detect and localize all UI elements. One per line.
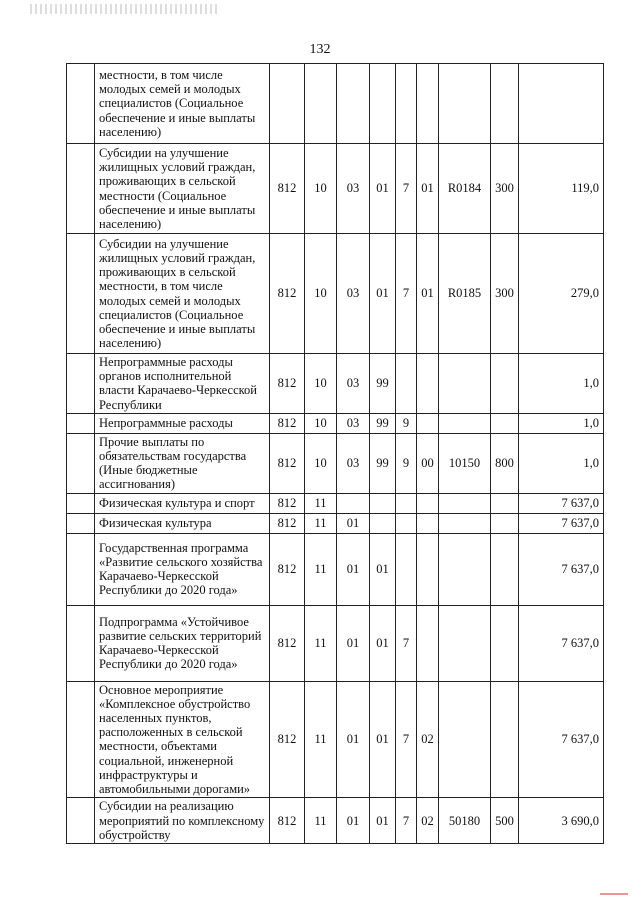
page-number: 132 <box>309 42 331 57</box>
event-code-cell: 01 <box>417 144 439 234</box>
expense-type-cell <box>491 681 519 798</box>
ministry-code-cell: 812 <box>270 798 305 844</box>
ministry-code-cell: 812 <box>270 354 305 414</box>
subprogram-code-cell: 7 <box>396 681 417 798</box>
expense-type-cell: 500 <box>491 798 519 844</box>
blank-cell <box>67 144 95 234</box>
direction-code-cell: R0185 <box>439 234 491 354</box>
sum-cell: 7 637,0 <box>519 493 604 513</box>
expense-type-cell: 300 <box>491 234 519 354</box>
subsection-code-cell: 01 <box>337 605 370 681</box>
budget-table <box>66 63 604 844</box>
direction-code-cell: R0184 <box>439 144 491 234</box>
program-code-cell: 99 <box>370 413 396 433</box>
event-code-cell: 00 <box>417 433 439 493</box>
expense-type-cell <box>491 533 519 605</box>
blank-cell <box>67 493 95 513</box>
subsection-code-cell: 03 <box>337 144 370 234</box>
ministry-code-cell: 812 <box>270 413 305 433</box>
program-code-cell: 99 <box>370 433 396 493</box>
subprogram-code-cell: 9 <box>396 433 417 493</box>
ministry-code-cell: 812 <box>270 605 305 681</box>
subprogram-code-cell: 7 <box>396 144 417 234</box>
subsection-code-cell: 01 <box>337 513 370 533</box>
subprogram-code-cell <box>396 533 417 605</box>
expense-type-cell <box>491 354 519 414</box>
direction-code-cell <box>439 533 491 605</box>
blank-cell <box>67 513 95 533</box>
section-code-cell: 10 <box>305 433 337 493</box>
section-code-cell: 11 <box>305 798 337 844</box>
program-code-cell <box>370 64 396 144</box>
program-code-cell <box>370 513 396 533</box>
scan-mark <box>600 893 628 895</box>
section-code-cell: 11 <box>305 533 337 605</box>
blank-cell <box>67 413 95 433</box>
subsection-code-cell: 01 <box>337 533 370 605</box>
expense-type-cell <box>491 493 519 513</box>
section-code-cell: 11 <box>305 513 337 533</box>
subsection-code-cell: 01 <box>337 681 370 798</box>
event-code-cell <box>417 64 439 144</box>
table-row <box>67 605 604 681</box>
event-code-cell <box>417 413 439 433</box>
row-name-cell: Субсидии на улучшение жилищных условий граждан, проживающих в сельской местности (Социальное обеспечение и иные выплаты населению) <box>95 144 270 234</box>
section-code-cell: 11 <box>305 605 337 681</box>
blank-cell <box>67 605 95 681</box>
sum-cell: 3 690,0 <box>519 798 604 844</box>
row-name-cell: Физическая культура и спорт <box>95 493 270 513</box>
expense-type-cell <box>491 64 519 144</box>
table-row <box>67 64 604 144</box>
blank-cell <box>67 681 95 798</box>
direction-code-cell: 50180 <box>439 798 491 844</box>
table-row <box>67 144 604 234</box>
direction-code-cell <box>439 493 491 513</box>
table-row <box>67 533 604 605</box>
sum-cell: 7 637,0 <box>519 533 604 605</box>
subprogram-code-cell: 9 <box>396 413 417 433</box>
subprogram-code-cell: 7 <box>396 234 417 354</box>
row-name-cell: Субсидии на реализацию мероприятий по комплексному обустройству <box>95 798 270 844</box>
ministry-code-cell <box>270 64 305 144</box>
event-code-cell <box>417 533 439 605</box>
section-code-cell <box>305 64 337 144</box>
scan-smudge <box>30 4 220 14</box>
direction-code-cell <box>439 513 491 533</box>
program-code-cell: 01 <box>370 798 396 844</box>
event-code-cell <box>417 605 439 681</box>
program-code-cell <box>370 493 396 513</box>
section-code-cell: 10 <box>305 144 337 234</box>
table-row <box>67 681 604 798</box>
sum-cell: 1,0 <box>519 433 604 493</box>
subprogram-code-cell <box>396 64 417 144</box>
row-name-cell: Непрограммные расходы <box>95 413 270 433</box>
blank-cell <box>67 354 95 414</box>
event-code-cell <box>417 354 439 414</box>
subprogram-code-cell <box>396 493 417 513</box>
section-code-cell: 10 <box>305 234 337 354</box>
ministry-code-cell: 812 <box>270 433 305 493</box>
row-name-cell: местности, в том числе молодых семей и молодых специалистов (Социальное обеспечение и иные выплаты населению) <box>95 64 270 144</box>
ministry-code-cell: 812 <box>270 234 305 354</box>
subprogram-code-cell <box>396 513 417 533</box>
ministry-code-cell: 812 <box>270 681 305 798</box>
section-code-cell: 10 <box>305 413 337 433</box>
event-code-cell <box>417 513 439 533</box>
sum-cell: 7 637,0 <box>519 513 604 533</box>
event-code-cell <box>417 493 439 513</box>
subsection-code-cell: 01 <box>337 798 370 844</box>
direction-code-cell <box>439 354 491 414</box>
program-code-cell: 01 <box>370 605 396 681</box>
expense-type-cell <box>491 513 519 533</box>
table-row <box>67 433 604 493</box>
event-code-cell: 01 <box>417 234 439 354</box>
sum-cell: 1,0 <box>519 413 604 433</box>
section-code-cell: 10 <box>305 354 337 414</box>
subprogram-code-cell <box>396 354 417 414</box>
program-code-cell: 01 <box>370 681 396 798</box>
program-code-cell: 99 <box>370 354 396 414</box>
subprogram-code-cell: 7 <box>396 605 417 681</box>
sum-cell <box>519 64 604 144</box>
sum-cell: 119,0 <box>519 144 604 234</box>
table-row <box>67 493 604 513</box>
program-code-cell: 01 <box>370 234 396 354</box>
blank-cell <box>67 433 95 493</box>
row-name-cell: Непрограммные расходы органов исполнительной власти Карачаево-Черкесской Республики <box>95 354 270 414</box>
table-row <box>67 234 604 354</box>
subsection-code-cell: 03 <box>337 354 370 414</box>
direction-code-cell <box>439 64 491 144</box>
direction-code-cell <box>439 413 491 433</box>
event-code-cell: 02 <box>417 798 439 844</box>
table-row <box>67 413 604 433</box>
row-name-cell: Основное мероприятие «Комплексное обустройство населенных пунктов, расположенных в сельской местности, объектами социальной, инженерной инфраструктуры и автомобильными дорогами» <box>95 681 270 798</box>
blank-cell <box>67 533 95 605</box>
direction-code-cell: 10150 <box>439 433 491 493</box>
row-name-cell: Субсидии на улучшение жилищных условий граждан, проживающих в сельской местности, в том числе молодых семей и молодых специалистов (Социальное обеспечение и иные выплаты населению) <box>95 234 270 354</box>
row-name-cell: Прочие выплаты по обязательствам государства (Иные бюджетные ассигнования) <box>95 433 270 493</box>
ministry-code-cell: 812 <box>270 533 305 605</box>
expense-type-cell <box>491 605 519 681</box>
ministry-code-cell: 812 <box>270 513 305 533</box>
program-code-cell: 01 <box>370 533 396 605</box>
ministry-code-cell: 812 <box>270 144 305 234</box>
section-code-cell: 11 <box>305 493 337 513</box>
table-row <box>67 513 604 533</box>
blank-cell <box>67 798 95 844</box>
ministry-code-cell: 812 <box>270 493 305 513</box>
blank-cell <box>67 64 95 144</box>
event-code-cell: 02 <box>417 681 439 798</box>
row-name-cell: Физическая культура <box>95 513 270 533</box>
subprogram-code-cell: 7 <box>396 798 417 844</box>
sum-cell: 279,0 <box>519 234 604 354</box>
subsection-code-cell: 03 <box>337 234 370 354</box>
table-row <box>67 798 604 844</box>
section-code-cell: 11 <box>305 681 337 798</box>
subsection-code-cell <box>337 493 370 513</box>
sum-cell: 7 637,0 <box>519 605 604 681</box>
program-code-cell: 01 <box>370 144 396 234</box>
subsection-code-cell: 03 <box>337 433 370 493</box>
subsection-code-cell: 03 <box>337 413 370 433</box>
row-name-cell: Государственная программа «Развитие сельского хозяйства Карачаево-Черкесской Республики до 2020 года» <box>95 533 270 605</box>
direction-code-cell <box>439 681 491 798</box>
table-row <box>67 354 604 414</box>
direction-code-cell <box>439 605 491 681</box>
subsection-code-cell <box>337 64 370 144</box>
expense-type-cell <box>491 413 519 433</box>
expense-type-cell: 800 <box>491 433 519 493</box>
sum-cell: 7 637,0 <box>519 681 604 798</box>
blank-cell <box>67 234 95 354</box>
sum-cell: 1,0 <box>519 354 604 414</box>
expense-type-cell: 300 <box>491 144 519 234</box>
row-name-cell: Подпрограмма «Устойчивое развитие сельских территорий Карачаево-Черкесской Республики до 2020 года» <box>95 605 270 681</box>
